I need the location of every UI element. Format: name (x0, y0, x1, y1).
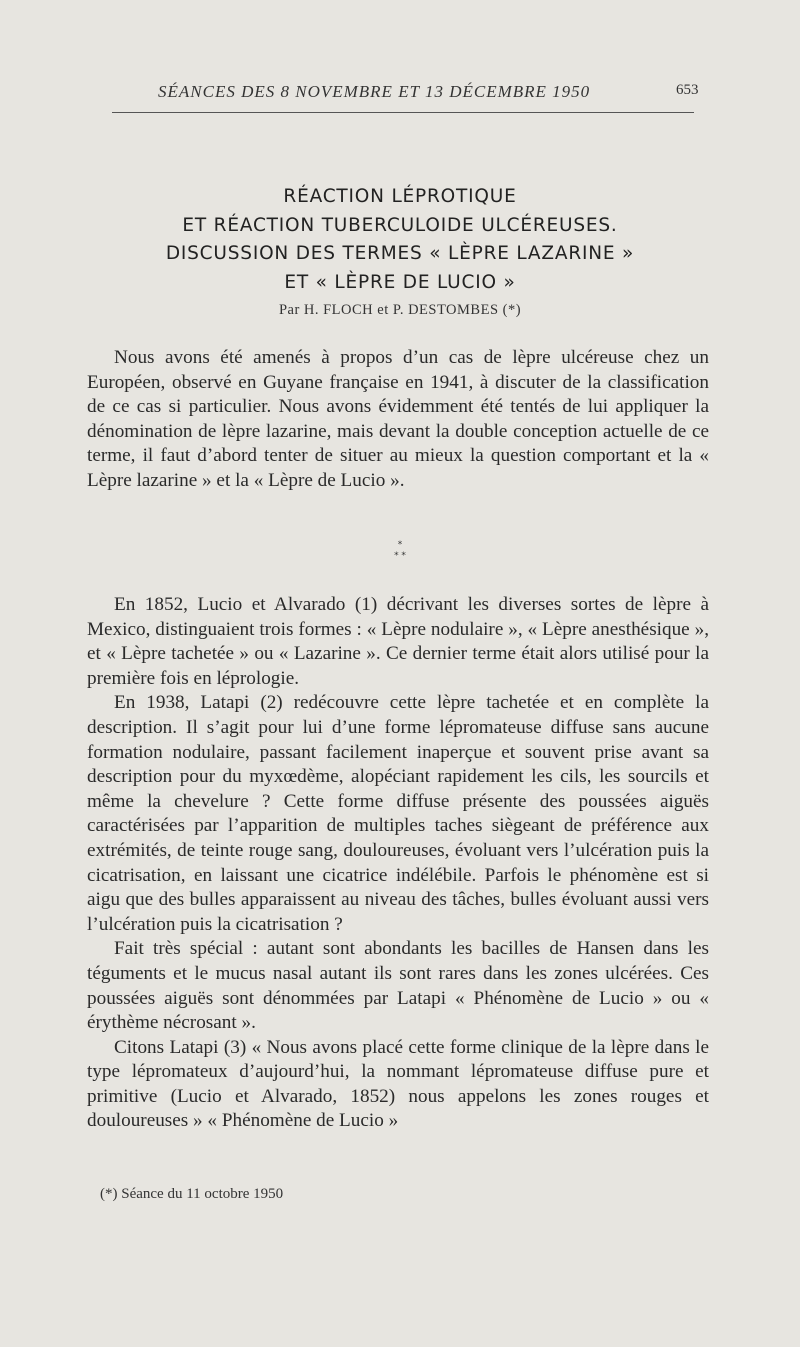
section-separator (0, 540, 800, 562)
running-head (0, 78, 800, 108)
paragraph-2: En 1938, Latapi (2) redécouvre cette lèpre tachetée et en complète la description. Il s’agit pour lui d’une forme lépromateuse diffuse sans aucune formation nodulaire, passant facilement inaperçue et souvent prise avant sa description pour du myxœdème, alopéciant rapidement les cils, les sourcils et même la chevelure ? Cette forme diffuse présente des poussées aiguës caractérisées par l’apparition de multiples taches siègeant de préférence aux extrémités, de teinte rouge sang, douloureuses, évoluant vers l’ulcération puis la cicatrisation, en laissant une cicatrice indélébile. Parfois le phénomène est si aigu que des bulles apparaissent au niveau des tâches, bulles évoluant aussi vers l’ulcération puis la cicatrisation ? (87, 692, 709, 935)
footnote: (*) Séance du 11 octobre 1950 (100, 1186, 284, 1202)
header-rule (112, 112, 694, 113)
title-line-1: RÉACTION LÉPROTIQUE (283, 186, 517, 207)
running-title: SÉANCES DES 8 NOVEMBRE ET 13 DÉCEMBRE 1950 (158, 82, 591, 101)
paragraph-3: Fait très spécial : autant sont abondants les bacilles de Hansen dans les téguments et le mucus nasal autant ils sont rares dans les zones ulcérées. Ces poussées aiguës sont dénommées par Latapi « Phénomène de Lucio » ou « érythème nécrosant ». (87, 938, 709, 1034)
paragraph-1: En 1852, Lucio et Alvarado (1) décrivant les diverses sortes de lèpre à Mexico, distinguaient trois formes : « Lèpre nodulaire », « Lèpre anesthésique », et « Lèpre tachetée » ou « Lazarine ». Ce dernier terme était alors utilisé pour la première fois en léprologie. (87, 594, 709, 689)
byline: Par H. FLOCH et P. DESTOMBES (*) (278, 302, 522, 318)
separator-top-star: * (397, 540, 403, 550)
intro-section (87, 346, 709, 494)
article-title (90, 183, 710, 297)
separator-bottom-stars: * * (394, 551, 406, 561)
paragraph-4: Citons Latapi (3) « Nous avons placé cette forme clinique de la lèpre dans le type lépromateux d’aujourd’hui, la nommant lépromateuse diffuse pure et primitive (Lucio et Alvarado, 1852) nous appelons les zones rouges et douloureuses » « Phénomène de Lucio » (87, 1036, 709, 1132)
main-section (87, 593, 709, 1134)
title-line-2: ET RÉACTION TUBERCULOIDE ULCÉREUSES. (182, 214, 618, 236)
title-line-4: ET « LÈPRE DE LUCIO » (284, 271, 516, 293)
page-number: 653 (676, 82, 699, 98)
intro-paragraph: Nous avons été amenés à propos d’un cas de lèpre ulcéreuse chez un Européen, observé en Guyane française en 1941, à discuter de la classification de ce cas si particulier. Nous avons évidemment été tentés de lui appliquer la dénomination de lèpre lazarine, mais devant la double conception actuelle de ce terme, il faut d’abord tenter de situer au mieux la question comportant et la « Lèpre lazarine » et la « Lèpre de Lucio ». (87, 347, 709, 491)
title-line-3: DISCUSSION DES TERMES « LÈPRE LAZARINE » (165, 243, 635, 264)
